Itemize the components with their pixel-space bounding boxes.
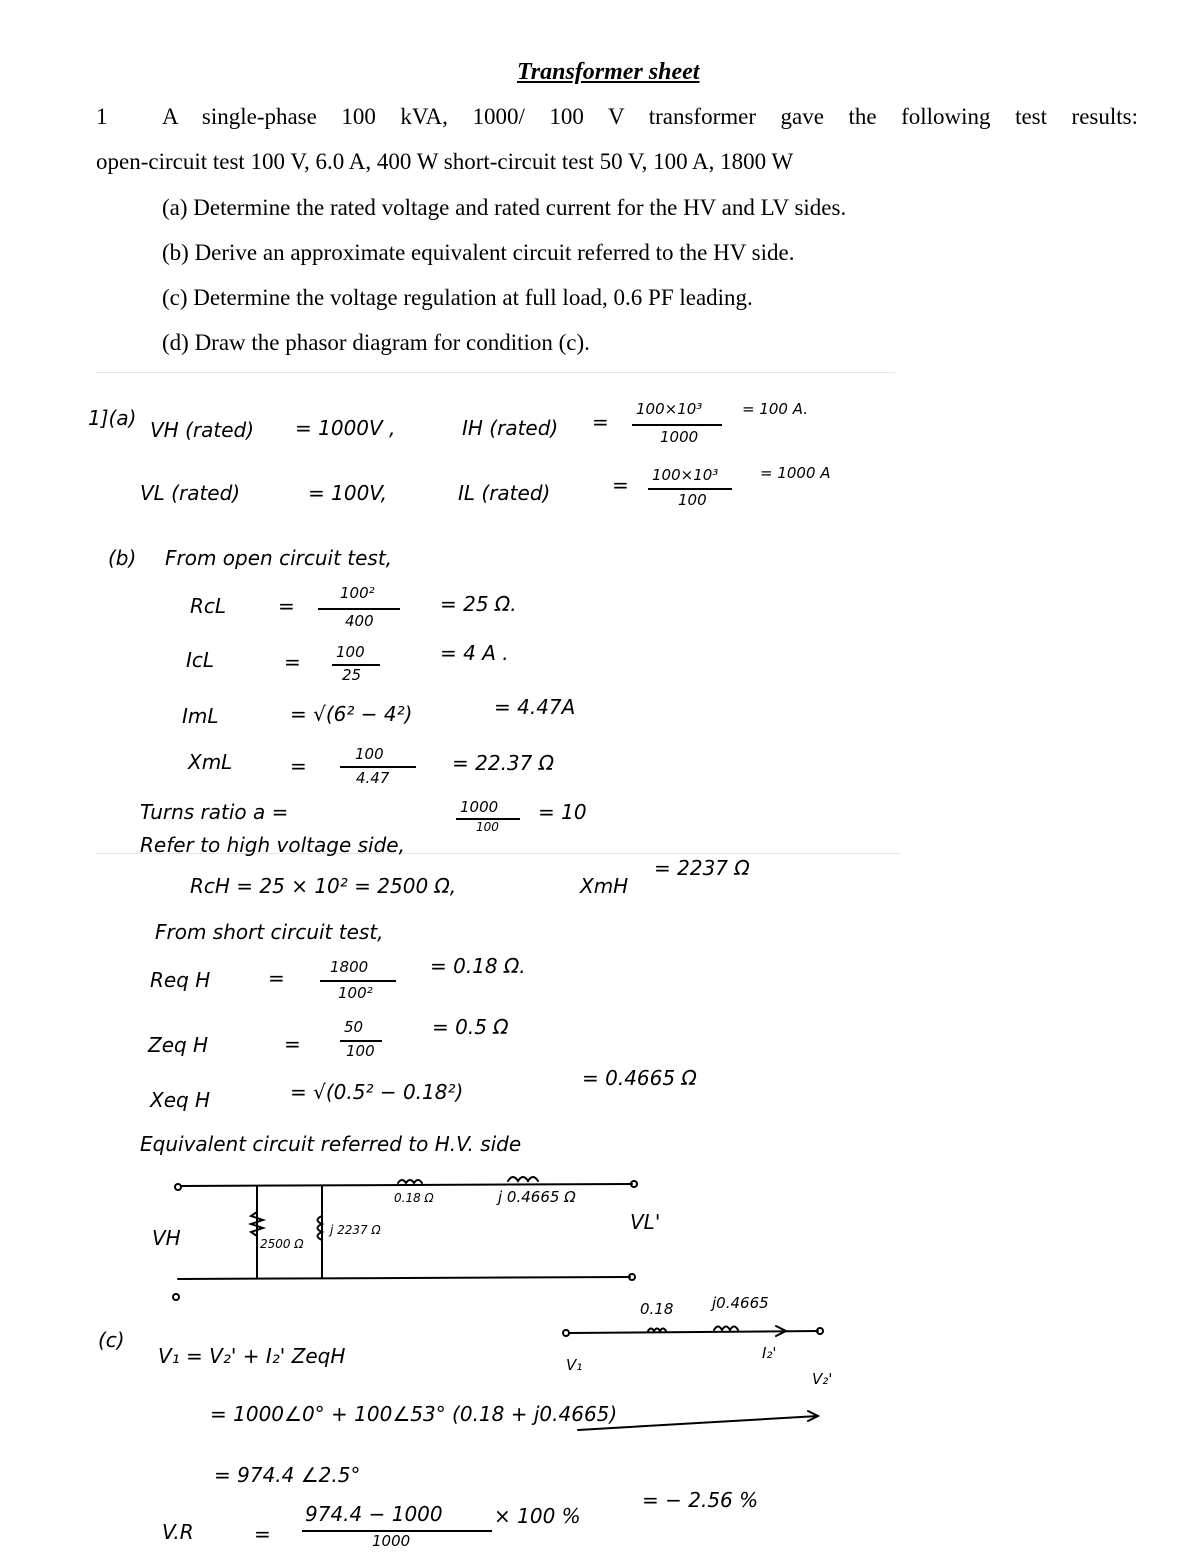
- icl-denominator: 25: [342, 666, 362, 684]
- xmh-value: = 2237 Ω: [654, 856, 750, 880]
- vl-output-label: VL': [630, 1210, 661, 1234]
- shunt-reactance-label: j 2237 Ω: [330, 1223, 381, 1237]
- iml-result: = 4.47A: [494, 695, 576, 719]
- part-a-label: 1](a): [88, 406, 137, 430]
- vh-rated-value: = 1000V ,: [295, 416, 396, 440]
- vh-rated-label: VH (rated): [150, 418, 255, 442]
- req-result: = 0.18 Ω.: [430, 954, 526, 978]
- equals-sign: =: [290, 754, 307, 778]
- refer-high-voltage: Refer to high voltage side,: [140, 833, 405, 857]
- icl-result: = 4 A .: [440, 641, 509, 665]
- zeq-numerator: 50: [344, 1018, 364, 1036]
- turns-denominator: 100: [476, 820, 499, 834]
- equals-sign: =: [278, 594, 295, 618]
- equals-sign: =: [268, 966, 285, 990]
- small-r-label: 0.18: [640, 1300, 674, 1318]
- ih-denominator: 1000: [660, 428, 699, 446]
- xml-result: = 22.37 Ω: [452, 751, 555, 775]
- vr-result: = − 2.56 %: [642, 1488, 759, 1512]
- problem-statement-line2: open-circuit test 100 V, 6.0 A, 400 W short-circuit test 50 V, 100 A, 1800 W: [96, 149, 794, 174]
- equals-sign: =: [254, 1522, 271, 1546]
- rcl-denominator: 400: [345, 612, 374, 630]
- iml-expression: = √(6² − 4²): [290, 702, 413, 726]
- rcl-numerator: 100²: [340, 584, 375, 602]
- rch-expression: RcH = 25 × 10² = 2500 Ω,: [190, 874, 457, 898]
- question-part-a: (a) Determine the rated voltage and rated current for the HV and LV sides.: [162, 195, 847, 220]
- part-c-label: (c): [98, 1328, 125, 1352]
- iml-label: ImL: [182, 704, 219, 728]
- zeq-denominator: 100: [346, 1042, 375, 1060]
- vl-rated-label: VL (rated): [140, 481, 241, 505]
- voltage-regulation-label: V.R: [162, 1520, 194, 1544]
- series-reactance-label: j 0.4665 Ω: [498, 1188, 576, 1206]
- xml-numerator: 100: [355, 745, 384, 763]
- equals-sign: =: [612, 473, 629, 497]
- il-rated-label: IL (rated): [458, 481, 551, 505]
- small-x-label: j0.4665: [712, 1294, 769, 1312]
- small-v1-label: V₁: [566, 1356, 583, 1374]
- question-part-b: (b) Derive an approximate equivalent circuit referred to the HV side.: [162, 240, 795, 265]
- xmh-label: XmH: [580, 874, 629, 898]
- xeq-result: = 0.4665 Ω: [582, 1066, 697, 1090]
- series-inductor-symbol: [508, 1177, 538, 1181]
- small-current-label: I₂': [762, 1344, 777, 1362]
- xml-denominator: 4.47: [356, 769, 390, 787]
- part-c-equation3: = 974.4 ∠2.5°: [214, 1463, 361, 1487]
- terminal-node: [175, 1184, 181, 1190]
- req-denominator: 100²: [338, 984, 373, 1002]
- small-resistor-symbol: [648, 1329, 666, 1332]
- terminal-node: [629, 1274, 635, 1280]
- req-label: Req H: [150, 968, 211, 992]
- turns-ratio-label: Turns ratio a =: [140, 800, 289, 824]
- icl-numerator: 100: [336, 643, 365, 661]
- rcl-result: = 25 Ω.: [440, 592, 517, 616]
- xeq-label: Xeq H: [150, 1088, 211, 1112]
- il-denominator: 100: [678, 491, 707, 509]
- problem-number: 1: [96, 104, 108, 129]
- ih-result: = 100 A.: [742, 400, 809, 418]
- zeq-result: = 0.5 Ω: [432, 1015, 509, 1039]
- equals-sign: =: [284, 650, 301, 674]
- vl-rated-value: = 100V,: [308, 481, 388, 505]
- open-circuit-intro: From open circuit test,: [165, 546, 393, 570]
- part-c-equation1: V₁ = V₂' + I₂' ZeqH: [158, 1344, 346, 1368]
- ih-rated-label: IH (rated): [462, 416, 559, 440]
- rcl-label: RcL: [190, 594, 227, 618]
- equals-sign: =: [592, 410, 609, 434]
- icl-label: IcL: [186, 648, 215, 672]
- terminal-node: [173, 1294, 179, 1300]
- problem-statement-line1: A single-phase 100 kVA, 1000/ 100 V transformer gave the following test results:: [162, 104, 1138, 129]
- il-numerator: 100×10³: [652, 466, 719, 484]
- req-numerator: 1800: [330, 958, 369, 976]
- zeq-label: Zeq H: [148, 1033, 209, 1057]
- part-c-equation2: = 1000∠0° + 100∠53° (0.18 + j0.4665): [210, 1402, 618, 1426]
- vh-input-label: VH: [152, 1226, 181, 1250]
- shunt-resistance-label: 2500 Ω: [260, 1237, 304, 1251]
- question-part-d: (d) Draw the phasor diagram for condition (c).: [162, 330, 590, 355]
- ih-numerator: 100×10³: [636, 400, 703, 418]
- question-part-c: (c) Determine the voltage regulation at full load, 0.6 PF leading.: [162, 285, 753, 310]
- terminal-node: [631, 1181, 637, 1187]
- vr-numerator: 974.4 − 1000: [305, 1502, 443, 1526]
- part-b-label: (b): [108, 546, 137, 570]
- vr-factor: × 100 %: [494, 1504, 581, 1528]
- short-circuit-intro: From short circuit test,: [155, 920, 384, 944]
- il-result: = 1000 A: [760, 464, 831, 482]
- xeq-expression: = √(0.5² − 0.18²): [290, 1080, 464, 1104]
- vr-denominator: 1000: [372, 1532, 411, 1550]
- top-wire: [181, 1184, 632, 1186]
- sheet-title: Transformer sheet: [517, 59, 700, 85]
- turns-result: = 10: [538, 800, 587, 824]
- bottom-wire: [178, 1277, 630, 1279]
- small-inductor-symbol: [714, 1327, 738, 1331]
- equivalent-circuit-heading: Equivalent circuit referred to H.V. side: [140, 1132, 522, 1156]
- equals-sign: =: [284, 1032, 301, 1056]
- xml-label: XmL: [188, 750, 233, 774]
- turns-numerator: 1000: [460, 798, 499, 816]
- series-resistor-symbol: [398, 1180, 422, 1183]
- series-resistance-label: 0.18 Ω: [394, 1191, 434, 1205]
- terminal-node: [817, 1328, 823, 1334]
- small-v2-label: V₂': [812, 1370, 833, 1388]
